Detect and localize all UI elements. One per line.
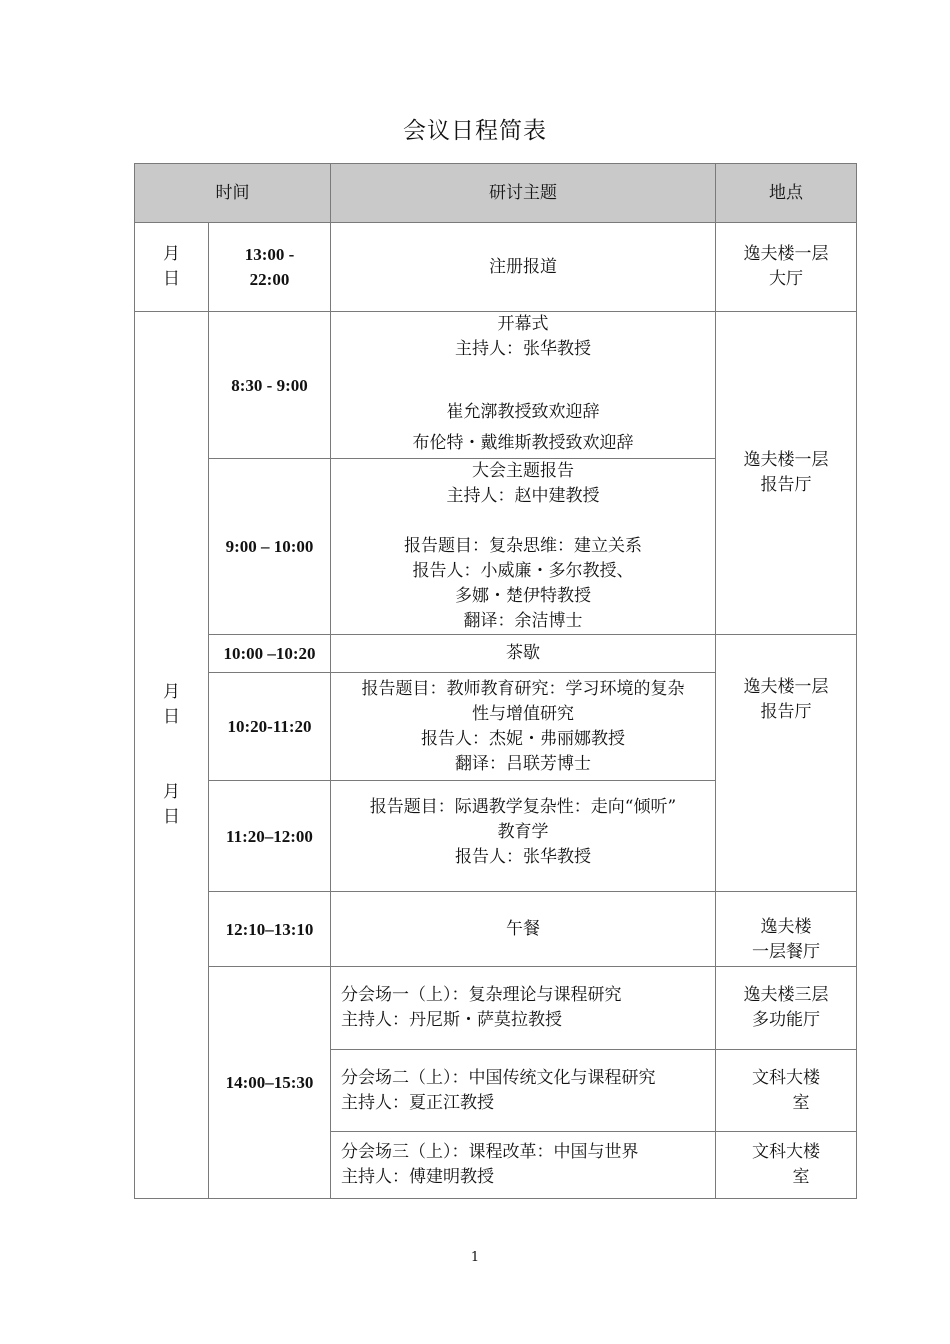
topic-cell: 开幕式 主持人：张华教授 崔允漷教授致欢迎辞 布伦特・戴维斯教授致欢迎辞 [331, 312, 716, 459]
header-row [135, 164, 857, 223]
header-location: 地点 [716, 164, 857, 223]
date-cell: 月 日 [135, 223, 209, 312]
topic-cell: 分会场二（上）：中国传统文化与课程研究 主持人：夏正江教授 [331, 1050, 716, 1132]
time-cell: 12:10–13:10 [209, 892, 331, 967]
date-cell: 月 日 月 日 [135, 312, 209, 1199]
location-cell: 逸夫楼一层 大厅 [716, 223, 857, 312]
time-cell: 11:20–12:00 [209, 781, 331, 892]
table-row [135, 892, 857, 967]
time-cell: 8:30 - 9:00 [209, 312, 331, 459]
topic-cell: 分会场一（上）：复杂理论与课程研究 主持人：丹尼斯・萨莫拉教授 [331, 967, 716, 1050]
time-cell: 10:20-11:20 [209, 673, 331, 781]
time-cell: 13:00 - 22:00 [209, 223, 331, 312]
page-number: 1 [470, 1250, 480, 1265]
location-cell: 逸夫楼三层 多功能厅 [716, 967, 857, 1050]
time-cell: 9:00 – 10:00 [209, 459, 331, 635]
topic-cell: 茶歇 [331, 635, 716, 673]
topic-cell: 分会场三（上）：课程改革：中国与世界 主持人：傅建明教授 [331, 1132, 716, 1199]
time-cell: 14:00–15:30 [209, 967, 331, 1199]
table-row [135, 635, 857, 673]
header-topic: 研讨主题 [331, 164, 716, 223]
table-row [135, 967, 857, 1050]
topic-cell: 报告题目：教师教育研究：学习环境的复杂 性与增值研究 报告人：杰妮・弗丽娜教授 翻译：吕联芳博士 [331, 673, 716, 781]
time-cell: 10:00 –10:20 [209, 635, 331, 673]
topic-cell: 注册报道 [331, 223, 716, 312]
location-cell: 逸夫楼 一层餐厅 [716, 892, 857, 967]
header-time: 时间 [135, 164, 331, 223]
location-cell: 文科大楼 室 [716, 1050, 857, 1132]
topic-cell: 报告题目：际遇教学复杂性：走向“倾听” 教育学 报告人：张华教授 [331, 781, 716, 892]
schedule-table [134, 163, 857, 1199]
location-cell: 逸夫楼一层 报告厅 [716, 312, 857, 635]
topic-cell: 午餐 [331, 892, 716, 967]
page-title: 会议日程简表 [403, 118, 547, 144]
topic-cell: 大会主题报告 主持人：赵中建教授 报告题目：复杂思维：建立关系 报告人：小威廉・多尔教授、 多娜・楚伊特教授 翻译：余洁博士 [331, 459, 716, 635]
table-row [135, 312, 857, 459]
location-cell: 文科大楼 室 [716, 1132, 857, 1199]
table-row [135, 223, 857, 312]
location-cell: 逸夫楼一层 报告厅 [716, 635, 857, 892]
